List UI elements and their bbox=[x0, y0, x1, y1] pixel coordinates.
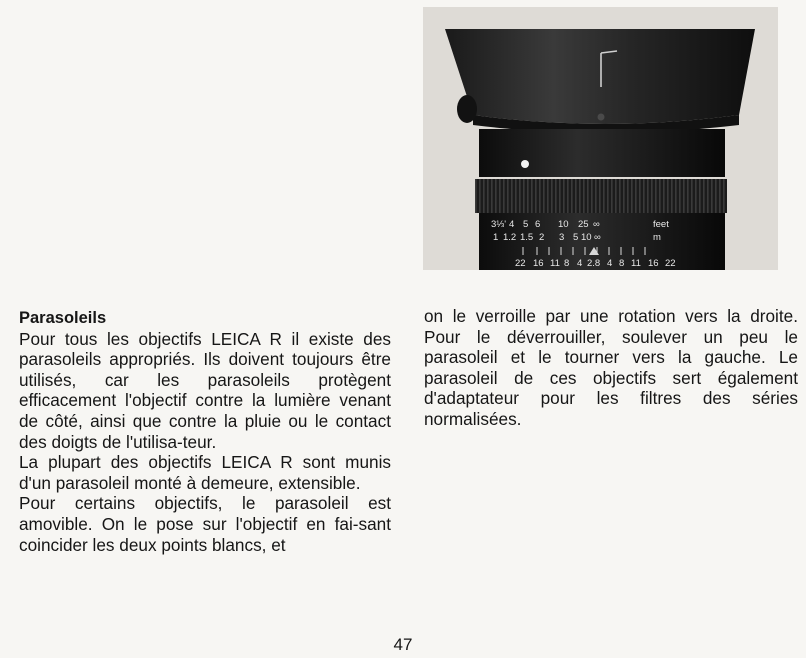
paragraph: Pour tous les objectifs LEICA R il existe des parasoleils appropriés. Ils doivent toujours être utilisés, car les parasoleils protègent efficacement l'objectif contre la lumière venant de côté, ainsi que contre la pluie ou le contact des doigts de l'utilisa-teur. bbox=[19, 328, 391, 452]
lens-illustration bbox=[423, 7, 778, 270]
svg-text:8: 8 bbox=[564, 258, 570, 269]
svg-text:3⅓': 3⅓' bbox=[491, 219, 507, 230]
paragraph: La plupart des objectifs LEICA R sont munis d'un parasoleil monté à demeure, extensible. bbox=[19, 452, 391, 493]
svg-text:16: 16 bbox=[648, 258, 659, 269]
svg-text:11: 11 bbox=[631, 258, 641, 269]
svg-text:∞: ∞ bbox=[593, 219, 600, 230]
text-column-left bbox=[19, 308, 391, 555]
svg-text:25: 25 bbox=[578, 219, 589, 230]
aperture-scale bbox=[515, 258, 676, 269]
svg-text:6: 6 bbox=[535, 219, 541, 230]
svg-text:2.8: 2.8 bbox=[587, 258, 601, 269]
hood-shape bbox=[445, 29, 755, 124]
svg-text:5: 5 bbox=[573, 232, 579, 243]
svg-text:16: 16 bbox=[533, 258, 544, 269]
svg-text:10: 10 bbox=[581, 232, 592, 243]
svg-text:10: 10 bbox=[558, 219, 569, 230]
section-heading: Parasoleils bbox=[19, 309, 107, 327]
svg-text:m: m bbox=[653, 232, 661, 243]
svg-text:22: 22 bbox=[665, 258, 676, 269]
svg-text:11: 11 bbox=[550, 258, 560, 269]
svg-text:2: 2 bbox=[539, 232, 545, 243]
paragraph: on le verroille par une rotation vers la droite. Pour le déverrouiller, soulever un peu le parasoleil et le tourner vers la gauche. Le parasoleil de ces objectifs sert également d'adaptateur pour les filtres des séries normalisées. bbox=[424, 306, 798, 429]
lens-hood-photo bbox=[423, 7, 778, 270]
white-dot-icon bbox=[521, 160, 529, 168]
svg-text:4: 4 bbox=[607, 258, 613, 269]
svg-text:∞: ∞ bbox=[594, 232, 601, 243]
svg-text:3: 3 bbox=[559, 232, 565, 243]
text-column-right bbox=[424, 306, 798, 430]
focus-ring bbox=[475, 179, 727, 213]
svg-text:feet: feet bbox=[653, 219, 669, 230]
page-number: 47 bbox=[393, 635, 413, 654]
paragraph: Pour certains objectifs, le parasoleil est amovible. On le pose sur l'objectif en fai-sant coincider les deux points blancs, et bbox=[19, 493, 391, 555]
svg-text:1.5: 1.5 bbox=[520, 232, 534, 243]
svg-text:1.2: 1.2 bbox=[503, 232, 517, 243]
svg-text:4: 4 bbox=[509, 219, 515, 230]
svg-text:5: 5 bbox=[523, 219, 529, 230]
svg-text:22: 22 bbox=[515, 258, 526, 269]
svg-text:4: 4 bbox=[577, 258, 583, 269]
svg-text:8: 8 bbox=[619, 258, 625, 269]
svg-text:1: 1 bbox=[493, 232, 499, 243]
